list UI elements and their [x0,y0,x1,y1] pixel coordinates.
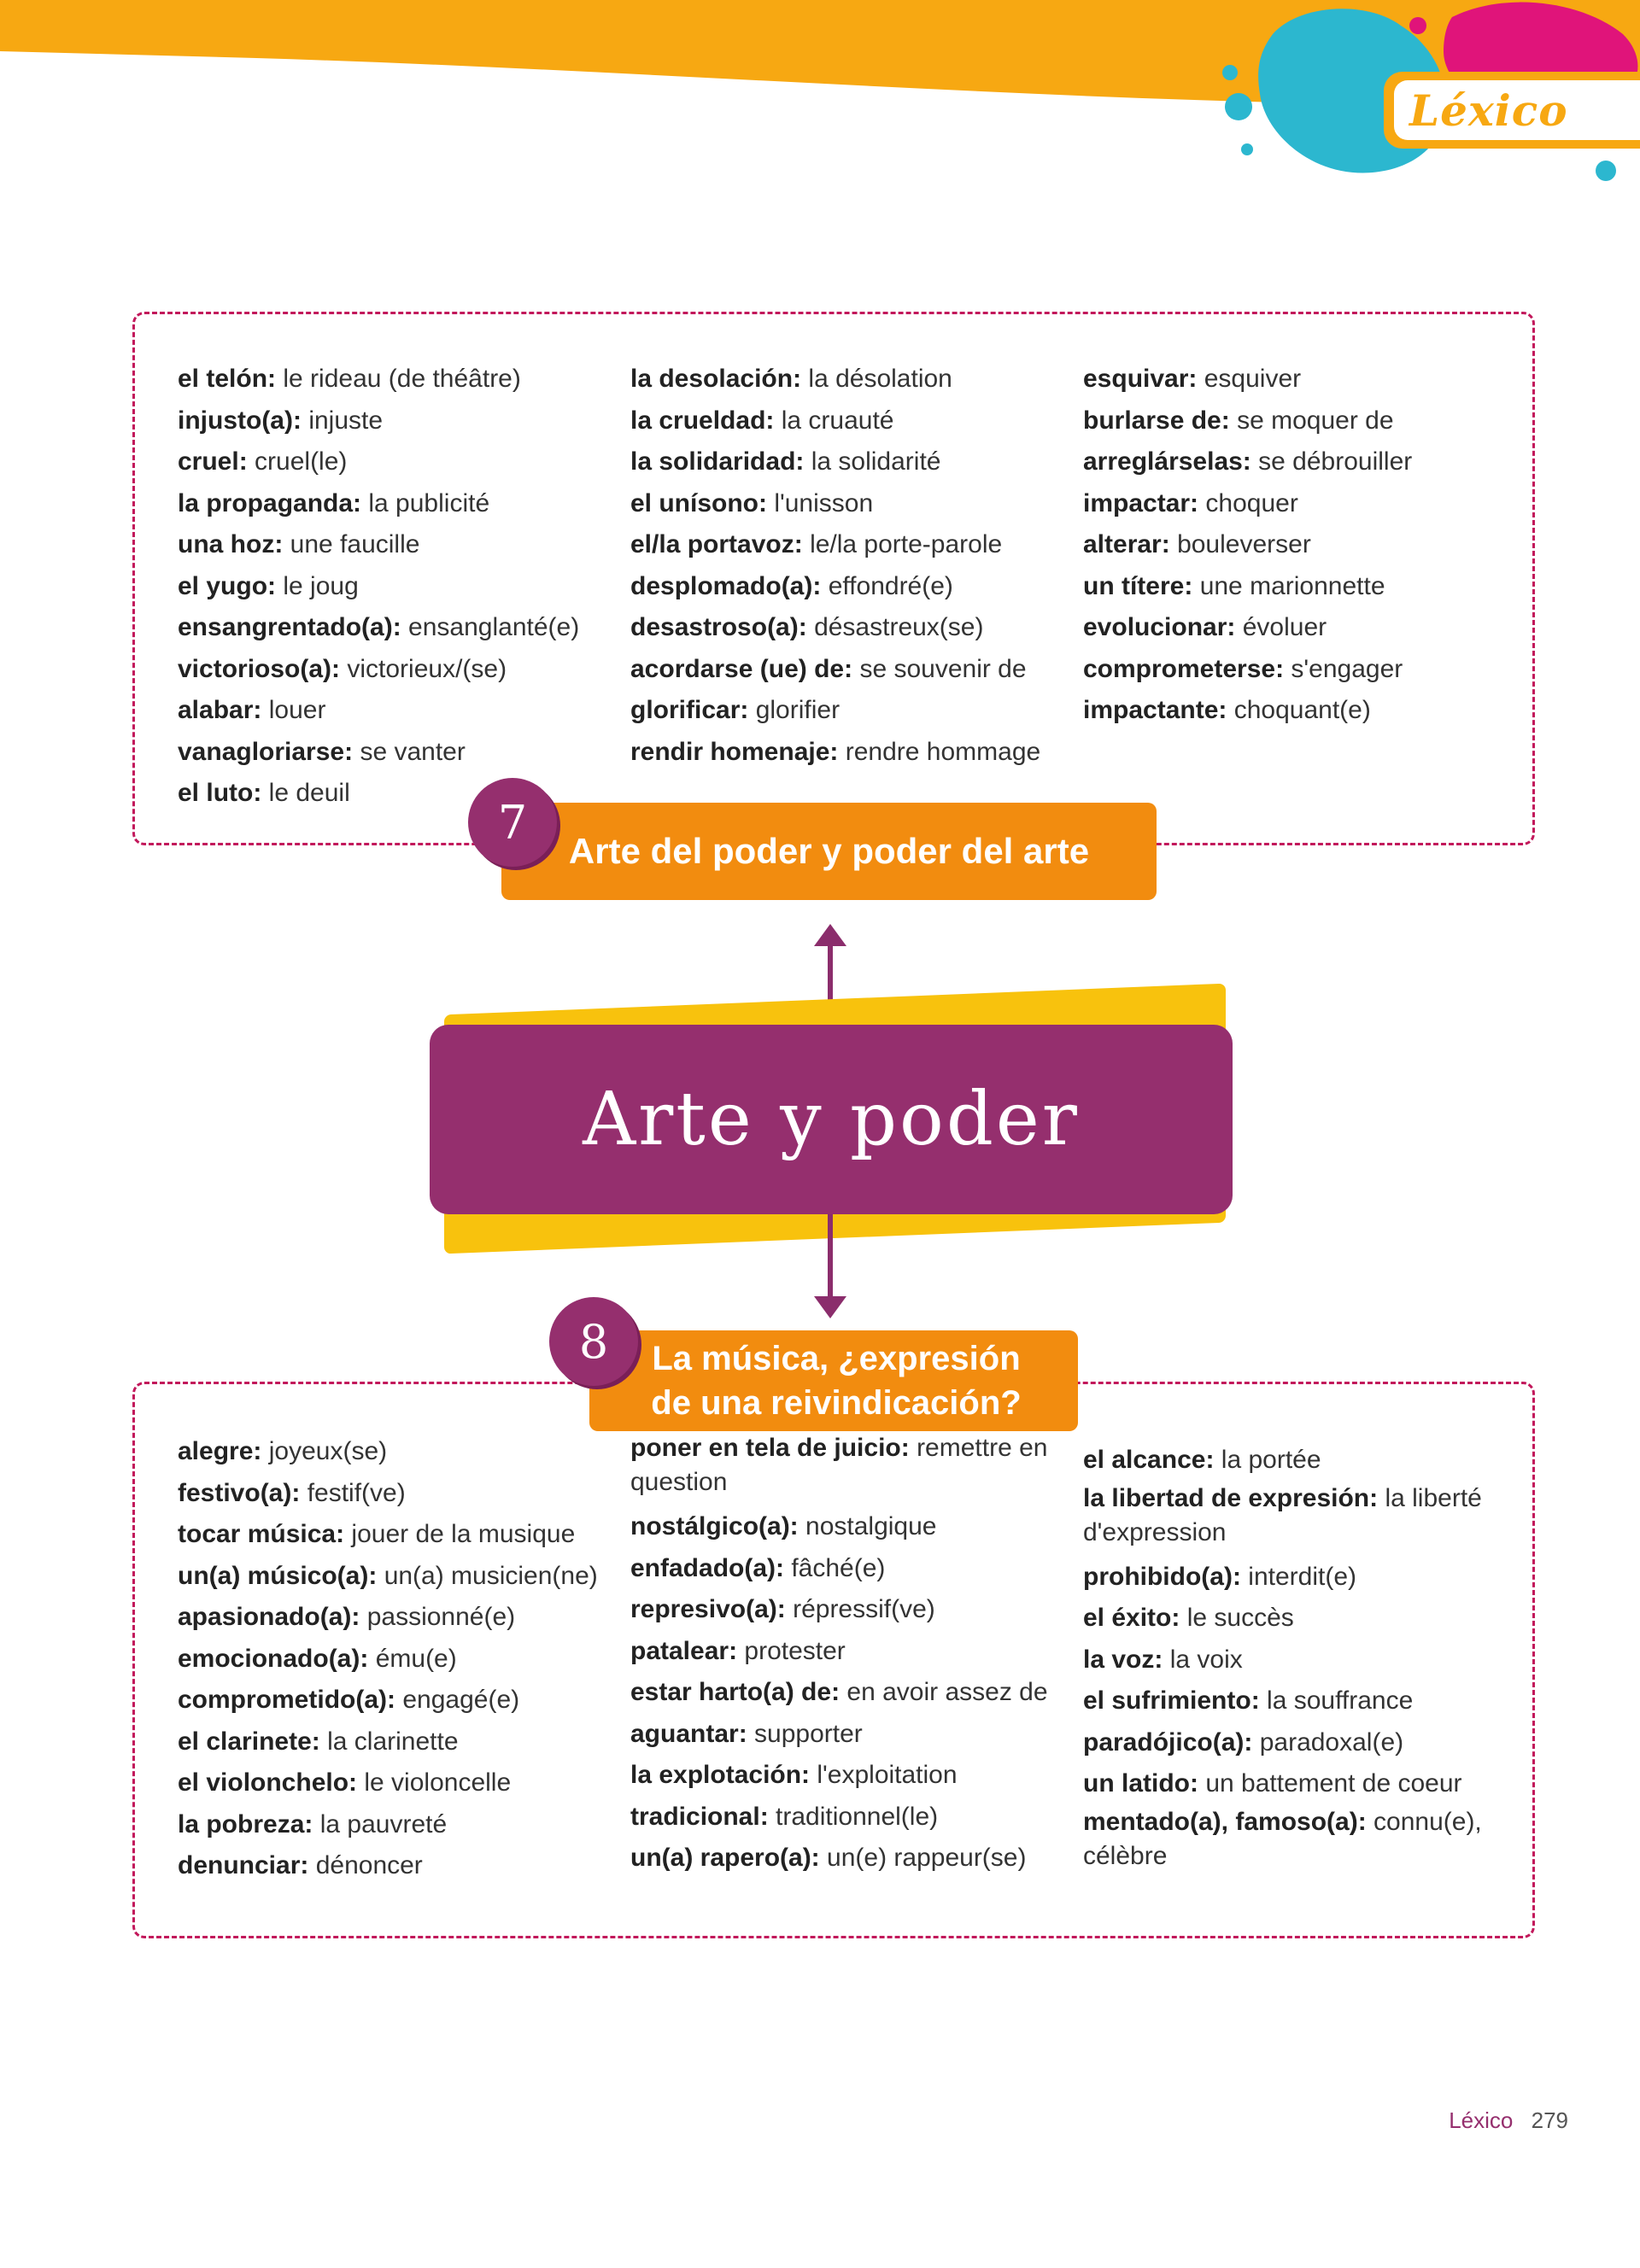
vocab-entry: burlarse de: se moquer de [1083,406,1394,435]
topic-8-number-badge: 8 [549,1297,638,1386]
arrow-up-icon [814,924,846,950]
vocab-entry: el éxito: le succès [1083,1604,1294,1632]
vocab-entry: el sufrimiento: la souffrance [1083,1686,1414,1715]
center-title: Arte y poder [430,1025,1233,1214]
vocab-entry: alterar: bouleverser [1083,530,1311,558]
vocab-entry: nostálgico(a): nostalgique [630,1512,937,1540]
vocab-entry: estar harto(a) de: en avoir assez de [630,1678,1048,1706]
vocab-entry: comprometido(a): engagé(e) [178,1686,520,1714]
vocab-entry: un(a) músico(a): un(a) musicien(ne) [178,1561,598,1590]
vocab-entry: denunciar: dénoncer [178,1851,423,1879]
vocab-entry: esquivar: esquiver [1083,365,1302,393]
vocab-entry: la explotación: l'exploitation [630,1761,958,1789]
vocab-entry: el clarinete: la clarinette [178,1727,459,1756]
vocab-entry: la solidaridad: la solidarité [630,447,941,476]
vocab-entry: rendir homenaje: rendre hommage [630,737,1041,766]
vocab-entry: tocar música: jouer de la musique [178,1520,576,1548]
topic-8-title-line-2: de una reivindicación? [651,1384,1022,1422]
vocab-entry: acordarse (ue) de: se souvenir de [630,654,1027,683]
vocab-entry: arreglárselas: se débrouiller [1083,447,1413,476]
vocab-entry: emocionado(a): ému(e) [178,1644,457,1673]
vocab-entry: enfadado(a): fâché(e) [630,1553,886,1582]
page-number: 279 [1531,2107,1568,2133]
vocab-entry: injusto(a): injuste [178,406,384,435]
vocab-entry: la voz: la voix [1083,1645,1243,1674]
vocab-entry: comprometerse: s'engager [1083,654,1403,683]
vocab-entry: el unísono: l'unisson [630,488,874,517]
vocab-entry: el yugo: le joug [178,571,359,600]
section-tab [1384,72,1640,149]
vocab-entry: aguantar: supporter [630,1719,863,1748]
vocab-column-2 [630,1431,1057,1879]
vocab-entry: la pobreza: la pauvreté [178,1809,448,1838]
topic-7-number-badge: 7 [468,778,557,867]
vocab-entry: desplomado(a): effondré(e) [630,571,953,600]
vocab-box-topic-8 [132,1382,1535,1938]
vocab-entry: desastroso(a): désastreux(se) [630,613,984,641]
vocab-entry: tradicional: traditionnel(le) [630,1802,939,1831]
topic-8-title [589,1330,1078,1431]
arrow-down-icon [814,1296,846,1322]
vocab-entry: el alcance: la portée [1083,1446,1321,1474]
vocab-entry: la libertad de expresión: la liberté d'expression [1083,1483,1482,1546]
vocab-entry: alegre: joyeux(se) [178,1437,388,1465]
vocab-entry: la propaganda: la publicité [178,488,490,517]
vocab-entry: impactante: choquant(e) [1083,696,1371,724]
section-tab-label: Léxico [1394,80,1640,140]
vocab-entry: apasionado(a): passionné(e) [178,1603,516,1631]
vocab-entry: glorificar: glorifier [630,696,840,724]
vocab-entry: victorioso(a): victorieux/(se) [178,654,507,683]
footer-section: Léxico [1449,2107,1514,2133]
vocab-column-2 [630,359,1057,773]
vocab-entry: mentado(a), famoso(a): connu(e), célèbre [1083,1807,1482,1870]
vocab-entry: vanagloriarse: se vanter [178,737,466,766]
vocab-entry: evolucionar: évoluer [1083,613,1327,641]
vocab-column-3 [1083,359,1510,732]
vocab-entry: impactar: choquer [1083,488,1298,517]
vocab-entry: un(a) rapero(a): un(e) rappeur(se) [630,1844,1027,1872]
vocab-column-3 [1083,1440,1493,1880]
vocab-entry: represivo(a): répressif(ve) [630,1595,935,1623]
vocab-entry: el violonchelo: le violoncelle [178,1768,512,1797]
vocab-column-1 [178,1431,605,1887]
vocab-entry: el telón: le rideau (de théâtre) [178,365,521,393]
vocab-entry: el/la portavoz: le/la porte-parole [630,530,1003,558]
vocab-entry: paradójico(a): paradoxal(e) [1083,1727,1404,1757]
vocab-entry: ensangrentado(a): ensanglanté(e) [178,613,580,641]
vocab-entry: cruel: cruel(le) [178,447,348,476]
topic-8-title-line-1: La música, ¿expresión [652,1340,1021,1377]
vocab-entry: un latido: un battement de coeur [1083,1769,1462,1797]
page-footer [1449,2107,1568,2134]
topic-7-title: Arte del poder y poder del arte [501,803,1157,900]
vocab-entry: patalear: protester [630,1636,846,1665]
vocab-entry: prohibido(a): interdit(e) [1083,1562,1357,1591]
vocab-entry: festivo(a): festif(ve) [178,1478,406,1507]
connector-down [828,1214,833,1308]
vocab-entry: la crueldad: la cruauté [630,406,894,435]
vocab-entry: poner en tela de juicio: remettre en question [630,1434,1048,1496]
vocab-entry: una hoz: une faucille [178,530,420,558]
vocab-entry: alabar: louer [178,696,326,724]
vocab-box-topic-7 [132,312,1535,845]
vocab-entry: un títere: une marionnette [1083,571,1385,600]
vocab-entry: el luto: le deuil [178,779,350,807]
vocab-entry: la desolación: la désolation [630,365,952,393]
vocab-column-1 [178,359,605,815]
